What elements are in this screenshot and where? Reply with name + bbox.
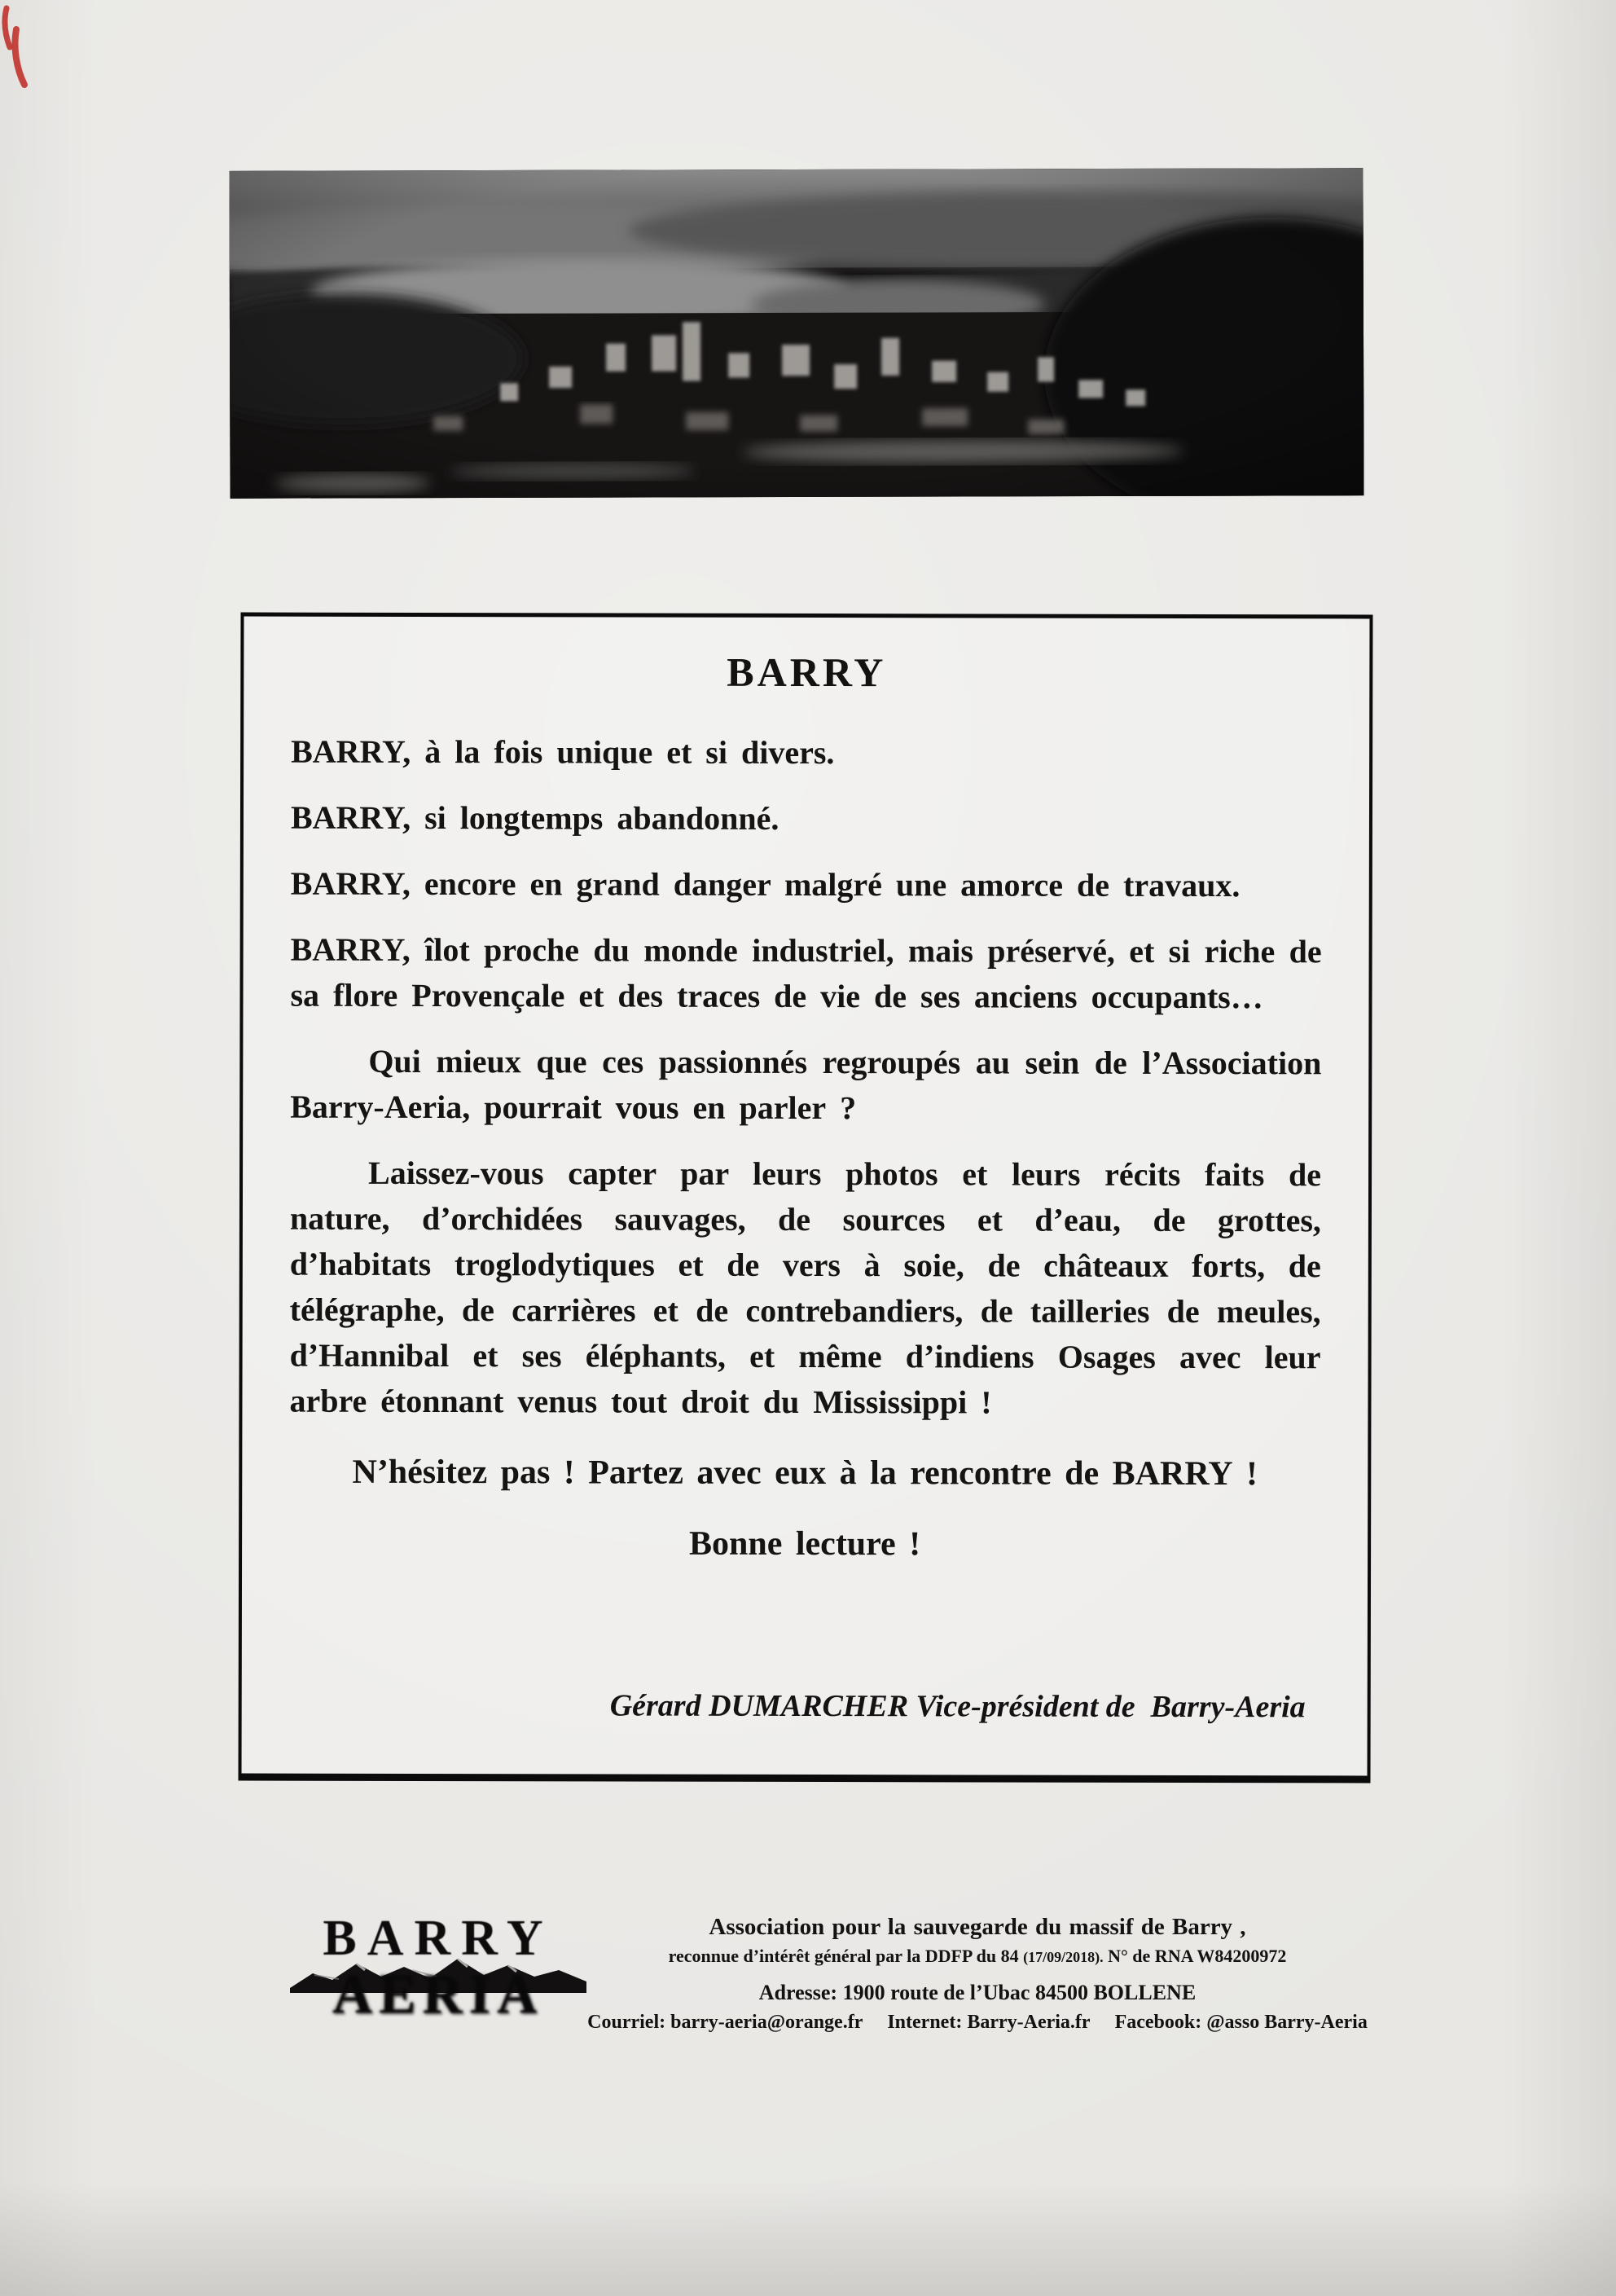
signature-line: Gérard DUMARCHER Vice-président de Barry-Aeria bbox=[609, 1688, 1306, 1725]
recognition-date: (17/09/2018). bbox=[1023, 1949, 1104, 1965]
recognition-text: reconnue d’intérêt général par la DDFP du 84 bbox=[668, 1946, 1024, 1966]
association-address: Adresse: 1900 route de l’Ubac 84500 BOLLENE bbox=[758, 1981, 1197, 2004]
paragraph-longtemps-abandonne: BARRY, si longtemps abandonné. bbox=[290, 798, 779, 837]
logo-word-aeria: AERIA bbox=[332, 1962, 545, 2025]
paragraph-unique-et-divers: BARRY, à la fois unique et si divers. bbox=[291, 732, 835, 772]
spacer bbox=[289, 1586, 1320, 1690]
village-panorama-photo bbox=[229, 168, 1364, 499]
paragraph-grand-danger: BARRY, encore en grand danger malgré une amorce de travaux. bbox=[290, 864, 1241, 904]
association-name: Association pour la sauvegarde du massif de Barry , bbox=[709, 1914, 1246, 1940]
logo-word-barry: BARRY bbox=[323, 1911, 554, 1966]
rna-number: N° de RNA W84200972 bbox=[1103, 1946, 1287, 1966]
association-contacts bbox=[528, 2009, 1427, 2035]
document-title: BARRY bbox=[727, 649, 887, 696]
paragraph-qui-mieux: Qui mieux que ces passionnés regroupés au sein de l’Association Barry-Aeria, pourrait vous en parler ? bbox=[290, 1042, 1322, 1127]
paragraph-laissez-vous-capter: Laissez-vous capter par leurs photos et leurs récits faits de nature, d’orchidées sauvages, de sources et d’eau, de grottes, d’habitats troglodytiques et de vers à soie, de châteaux forts, de télégraphe, de carrières et de contrebandiers, de tailleries de meules, d’Hannibal et ses éléphants, et même d’indiens Osages avec leur arbre étonnant venus tout droit du Mississippi ! bbox=[289, 1154, 1322, 1421]
document-text-box bbox=[238, 613, 1372, 1784]
paragraph-nhesitez-pas: N’hésitez pas ! Partez avec eux à la rencontre de BARRY ! bbox=[352, 1453, 1258, 1493]
village-panorama-graphic bbox=[229, 168, 1364, 499]
contact-website: Internet: Barry-Aeria.fr bbox=[887, 2012, 1091, 2033]
contact-email: Courriel: barry-aeria@orange.fr bbox=[587, 2012, 863, 2033]
association-recognition bbox=[528, 1944, 1427, 1969]
contact-facebook: Facebook: @asso Barry-Aeria bbox=[1114, 2012, 1368, 2033]
paragraph-bonne-lecture: Bonne lecture ! bbox=[688, 1524, 921, 1564]
association-info-block bbox=[528, 1911, 1427, 2035]
paragraph-ilot-proche: BARRY, îlot proche du monde industriel, mais préservé, et si riche de sa flore Provençale et des traces de vie de ses anciens occupants… bbox=[290, 930, 1322, 1016]
pen-stroke-icon bbox=[0, 3, 49, 101]
red-pen-marks bbox=[0, 3, 49, 101]
